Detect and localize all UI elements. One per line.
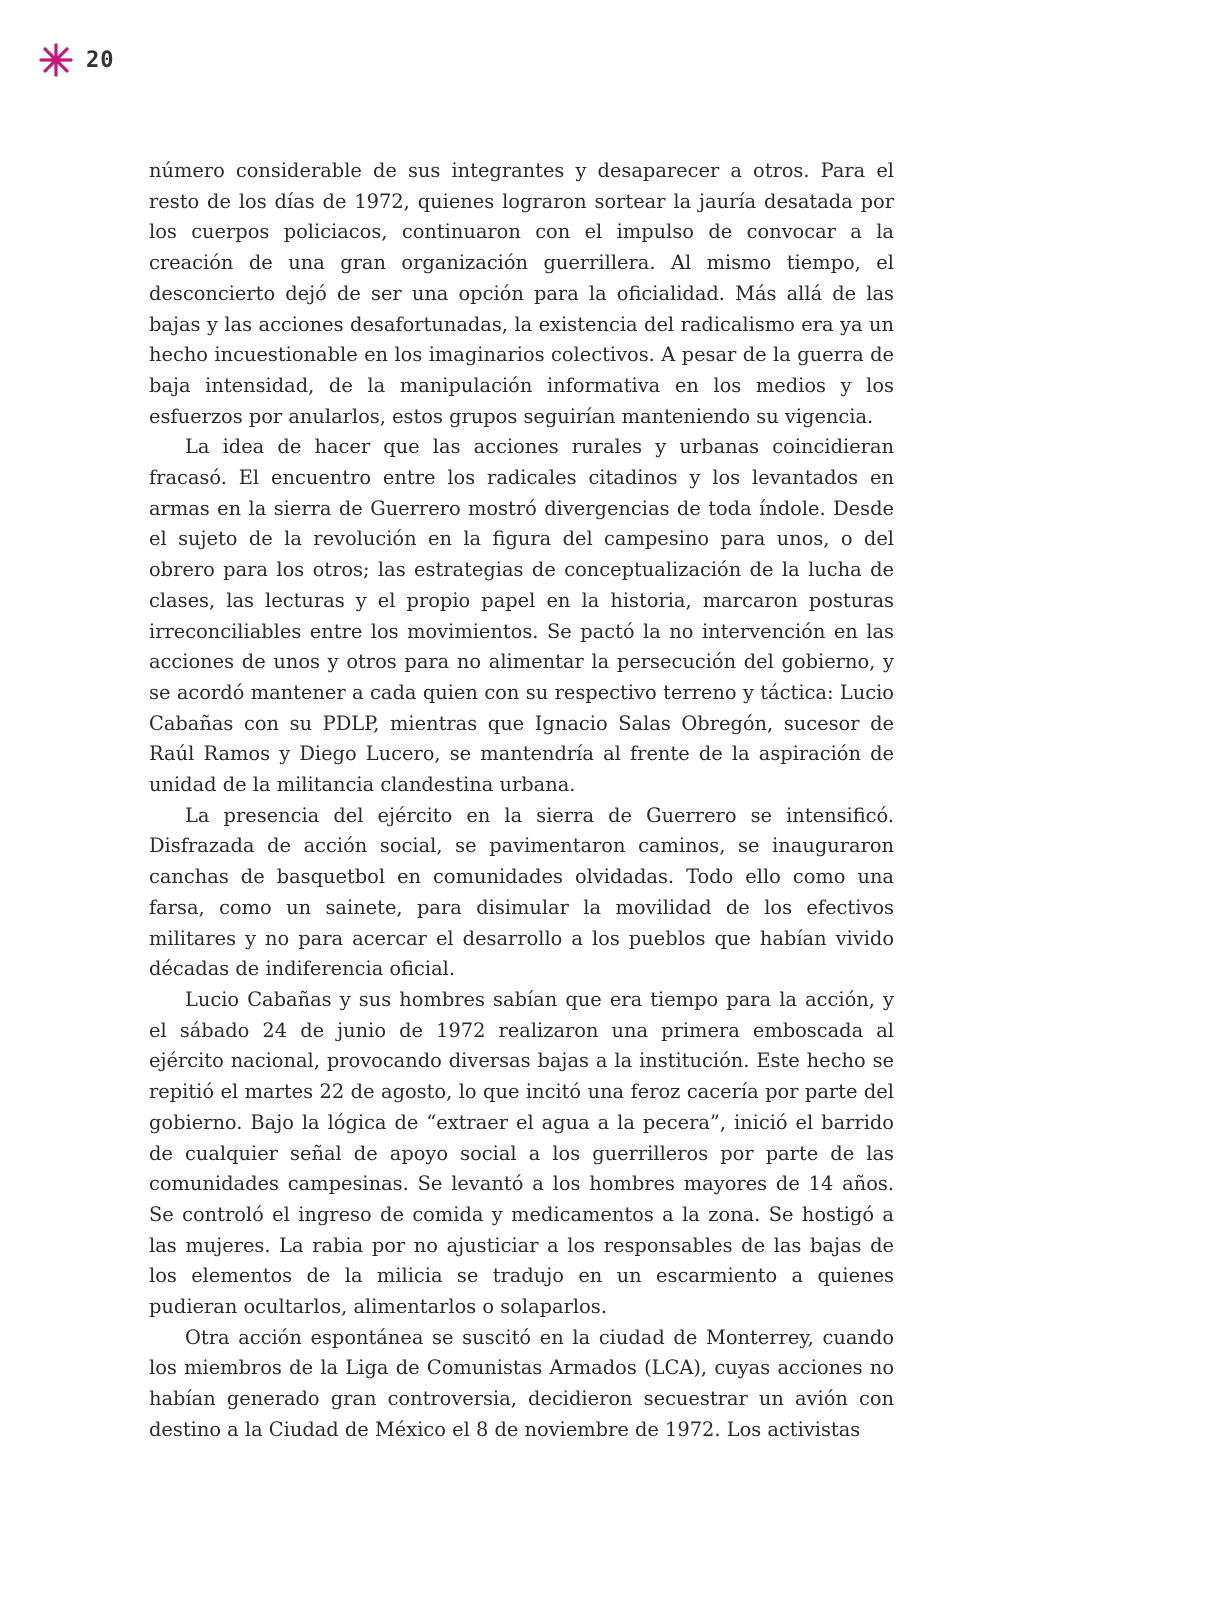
body-text [149,156,894,1446]
paragraph: Lucio Cabañas y sus hombres sabían que era tiempo para la acción, y el sábado 24 de junio de 1972 realizaron una primera emboscada al ejército nacional, provocando diversas bajas a la institución. Este hecho se repitió el martes 22 de agosto, lo que incitó una feroz cacería por parte del gobierno. Bajo la lógica de “extraer el agua a la pecera”, inició el barrido de cualquier señal de apoyo social a los guerrilleros por parte de las comunidades campesinas. Se levantó a los hombres mayores de 14 años. Se controló el ingreso de comida y medicamentos a la zona. Se hostigó a las mujeres. La rabia por no ajusticiar a los responsables de las bajas de los elementos de la milicia se tradujo en un escarmiento a quienes pudieran ocultarlos, alimentarlos o solaparlos. [149,987,894,1319]
page-number: 20 [86,47,115,73]
paragraph: número considerable de sus integrantes y desaparecer a otros. Para el resto de los días de 1972, quienes lograron sortear la jauría desatada por los cuerpos policiacos, continuaron con el impulso de convocar a la creación de una gran organización guerrillera. Al mismo tiempo, el desconcierto dejó de ser una opción para la oficialidad. Más allá de las bajas y las acciones desafortunadas, la existencia del radicalismo era ya un hecho incuestionable en los imaginarios colectivos. A pesar de la guerra de baja intensidad, de la manipulación informativa en los medios y los esfuerzos por anularlos, estos grupos seguirían manteniendo su vigencia. [149,159,894,428]
paragraph: La idea de hacer que las acciones rurales y urbanas coincidieran fracasó. El encuentro entre los radicales citadinos y los levantados en armas en la sierra de Guerrero mostró divergencias de toda índole. Desde el sujeto de la revolución en la figura del campesino para unos, o del obrero para los otros; las estrategias de conceptualización de la lucha de clases, las lecturas y el propio papel en la historia, marcaron posturas irreconciliables entre los movimientos. Se pactó la no intervención en las acciones de unos y otros para no alimentar la persecución del gobierno, y se acordó mantener a cada quien con su respectivo terreno y táctica: Lucio Cabañas con su PDLP, mientras que Ignacio Salas Obregón, sucesor de Raúl Ramos y Diego Lucero, se mantendría al frente de la aspiración de unidad de la militancia clandestina urbana. [149,435,894,797]
paragraph: Otra acción espontánea se suscitó en la ciudad de Monterrey, cuando los miembros de la Liga de Comunistas Armados (LCA), cuyas acciones no habían generado gran controversia, decidieron secuestrar un avión con destino a la Ciudad de México el 8 de noviembre de 1972. Los activistas [149,1325,894,1441]
page-header [38,42,115,78]
paragraph: La presencia del ejército en la sierra de Guerrero se intensificó. Disfrazada de acción social, se pavimentaron caminos, se inauguraron canchas de basquetbol en comunidades olvidadas. Todo ello como una farsa, como un sainete, para disimular la movilidad de los efectivos militares y no para acercar el desarrollo a los pueblos que habían vivido décadas de indiferencia oficial. [149,803,894,981]
asterisk-star-icon [38,42,74,78]
